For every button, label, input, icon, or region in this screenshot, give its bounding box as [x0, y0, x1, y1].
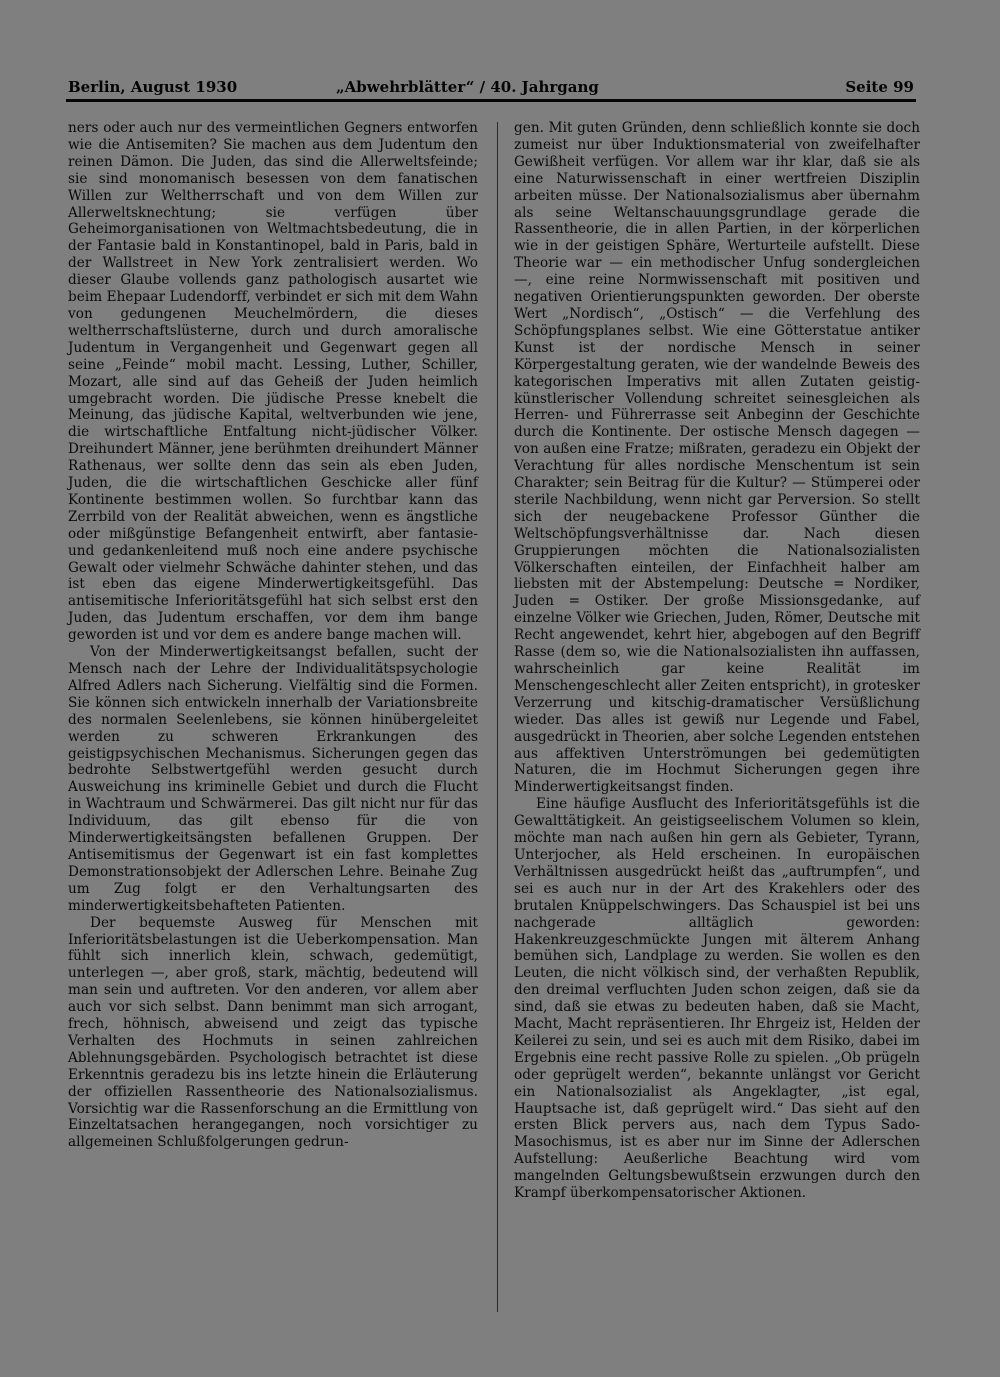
right-column	[514, 120, 920, 1202]
left-column	[68, 120, 478, 1151]
header-rule	[66, 99, 916, 102]
page-header	[68, 76, 914, 98]
paragraph: Von der Minderwertigkeitsangst befallen, sucht der Mensch nach der Lehre der Individualitätspsychologie Alfred Adlers nach Sicherung. Vielfältig sind die Formen. Sie können sich entwickeln innerhalb der Variationsbreite des normalen Seelenlebens, sie können hinübergeleitet werden zu schweren Erkrankungen des geistigpsychischen Mechanismus. Sicherungen gegen das bedrohte Selbstwertgefühl werden gesucht durch Ausweichung ins kriminelle Gebiet und durch die Flucht in Wachtraum und Schwärmerei. Das gilt nicht nur für das Individuum, das gilt ebenso für die von Minderwertigkeitsängsten befallenen Gruppen. Der Antisemitismus der Gegenwart ist ein fast komplettes Demonstrationsobjekt der Adlerschen Lehre. Beinahe Zug um Zug folgt er den Verhaltungsarten des minderwertigkeitsbehafteten Patienten.	[68, 644, 478, 914]
header-place-date: Berlin, August 1930	[68, 78, 238, 96]
paragraph: Der bequemste Ausweg für Menschen mit Inferioritätsbelastungen ist die Ueberkompensation. Man fühlt sich innerlich klein, schwach, gedemütigt, unterlegen —, aber groß, stark, mächtig, bedeutend will man sein und auftreten. Vor den anderen, vor allem aber auch vor sich selbst. Dann benimmt man sich arrogant, frech, höhnisch, abweisend und zeigt das typische Verhalten des Hochmuts in seinen zahlreichen Ablehnungsgebärden. Psychologisch betrachtet ist diese Erkenntnis geradezu bis ins letzte hinein die Erläuterung der offiziellen Rassentheorie des Nationalsozialismus. Vorsichtig war die Rassenforschung an die Ermittlung von Einzeltatsachen herangegangen, noch vorsichtiger zu allgemeinen Schlußfolgerungen gedrun-	[68, 914, 478, 1151]
paragraph: Eine häufige Ausflucht des Inferioritätsgefühls ist die Gewalttätigkeit. An geistigseelischem Volumen so klein, möchte man nach außen hin gern als Gebieter, Tyrann, Unterjocher, als Held erscheinen. In europäischen Verhältnissen ausgedrückt heißt das „auftrumpfen“, und sei es auch nur in der Art des Krakehlers oder des brutalen Knüppelschwingers. Das Schauspiel ist bei uns nachgerade alltäglich geworden: Hakenkreuzgeschmückte Jungen mit älterem Anhang bemühen sich, Landplage zu werden. Sie wollen es den Leuten, die nicht völkisch sind, der verhaßten Republik, den dreimal verfluchten Juden schon zeigen, daß sie da sind, daß sie etwas zu bedeuten haben, daß sie Macht, Macht, Macht repräsentieren. Ihr Ehrgeiz ist, Helden der Keilerei zu sein, und sei es auch mit dem Risiko, dabei im Ergebnis eine recht passive Rolle zu spielen. „Ob prügeln oder geprügelt werden“, bekannte unlängst vor Gericht ein Nationalsozialist als Angeklagter, „ist egal, Hauptsache ist, daß geprügelt wird.“ Das sieht auf den ersten Blick pervers aus, nach dem Typus Sado-Masochismus, ist es aber nur im Sinne der Adlerschen Aufstellung: Aeußerliche Beachtung wird vom mangelnden Geltungsbewußtsein erzwungen durch den Krampf überkompensatorischer Aktionen.	[514, 796, 920, 1202]
header-page-number: Seite 99	[845, 78, 914, 96]
header-publication: „Abwehrblätter“ / 40. Jahrgang	[336, 78, 599, 96]
column-divider	[497, 122, 498, 1312]
paragraph: ners oder auch nur des vermeintlichen Gegners entworfen wie die Antisemiten? Sie machen aus dem Judentum den reinen Dämon. Die Juden, das sind die Allerweltsfeinde; sie sind monomanisch besessen von dem fanatischen Willen zur Weltherrschaft und von dem Willen zur Allerweltsknechtung; sie verfügen über Geheimorganisationen von Weltmachtsbedeutung, die in der Fantasie bald in Konstantinopel, bald in Paris, bald in der Wallstreet in New York zentralisiert werden. Wo dieser Glaube vollends ganz pathologisch ausartet wie beim Ehepaar Ludendorff, verbindet er sich mit dem Wahn von gedungenen Meuchelmördern, die dieses weltherrschaftslüsterne, durch und durch amoralische Judentum in Vergangenheit und Gegenwart gegen all seine „Feinde“ mobil macht. Lessing, Luther, Schiller, Mozart, alle sind auf das Geheiß der Juden heimlich umgebracht worden. Die jüdische Presse knebelt die Meinung, das jüdische Kapital, weltverbunden wie jene, die wirtschaftliche Entfaltung nicht-jüdischer Völker. Dreihundert Männer, jene berühmten dreihundert Männer Rathenaus, wer sollte denn das sein als eben Juden, Juden, die die wirtschaftlichen Geschicke aller fünf Kontinente bestimmen wollen. So furchtbar kann das Zerrbild von der Realität abweichen, wenn es ängstliche oder mißgünstige Befangenheit entwirft, aber fantasie- und gedankenleitend muß noch eine andere psychische Gewalt oder vielmehr Schwäche dahinter stehen, und das ist eben das eigene Minderwertigkeitsgefühl. Das antisemitische Inferioritätsgefühl hat sich selbst erst den Juden, das Judentum erschaffen, vor dem ihm bange geworden ist und vor dem es andere bange machen will.	[68, 120, 478, 644]
paragraph: gen. Mit guten Gründen, denn schließlich konnte sie doch zumeist nur über Induktionsmaterial von zweifelhafter Gewißheit verfügen. Vor allem war ihr klar, daß sie als eine Naturwissenschaft in einer wertfreien Disziplin arbeiten müsse. Der Nationalsozialismus aber übernahm als seine Weltanschauungsgrundlage gerade die Rassentheorie, die in allen Partien, in der körperlichen wie in der geistigen Sphäre, Werturteile aufstellt. Diese Theorie war — ein methodischer Unfug sondergleichen —, eine reine Normwissenschaft mit positiven und negativen Orientierungspunkten geworden. Der oberste Wert „Nordisch“, „Ostisch“ — die Verfehlung des Schöpfungsplanes selbst. Wie eine Götterstatue antiker Kunst ist der nordische Mensch in seiner Körpergestaltung geraten, wie der wandelnde Beweis des kategorischen Imperativs mit allen Zutaten geistig-künstlerischer Vollendung schreitet seinesgleichen als Herren- und Führerrasse seit Anbeginn der Geschichte durch die Kontinente. Der ostische Mensch dagegen — von außen eine Fratze; mißraten, geradezu ein Objekt der Verachtung für alles nordische Menschentum ist sein Charakter; sein Beitrag für die Kultur? — Stümperei oder sterile Nachbildung, wenn nicht gar Perversion. So stellt sich der neugebackene Professor Günther die Weltschöpfungsverhältnisse dar. Nach diesen Gruppierungen möchten die Nationalsozialisten Völkerschaften einteilen, der Einfachheit halber am liebsten mit der Abstempelung: Deutsche = Nordiker, Juden = Ostiker. Der große Missionsgedanke, auf einzelne Völker wie Griechen, Juden, Römer, Deutsche mit Recht angewendet, kehrt hier, abgebogen auf den Begriff Rasse (dem so, wie die Nationalsozialisten ihn auffassen, wahrscheinlich gar keine Realität im Menschengeschlecht aller Zeiten entspricht), in grotesker Verzerrung und kitschig-dramatischer Versüßlichung wieder. Das alles ist gewiß nur Legende und Fabel, ausgedrückt in Theorien, aber solche Legenden entstehen aus affektiven Unterströmungen bei gedemütigten Naturen, die im Hochmut Sicherungen gegen ihre Minderwertigkeitsangst finden.	[514, 120, 920, 796]
